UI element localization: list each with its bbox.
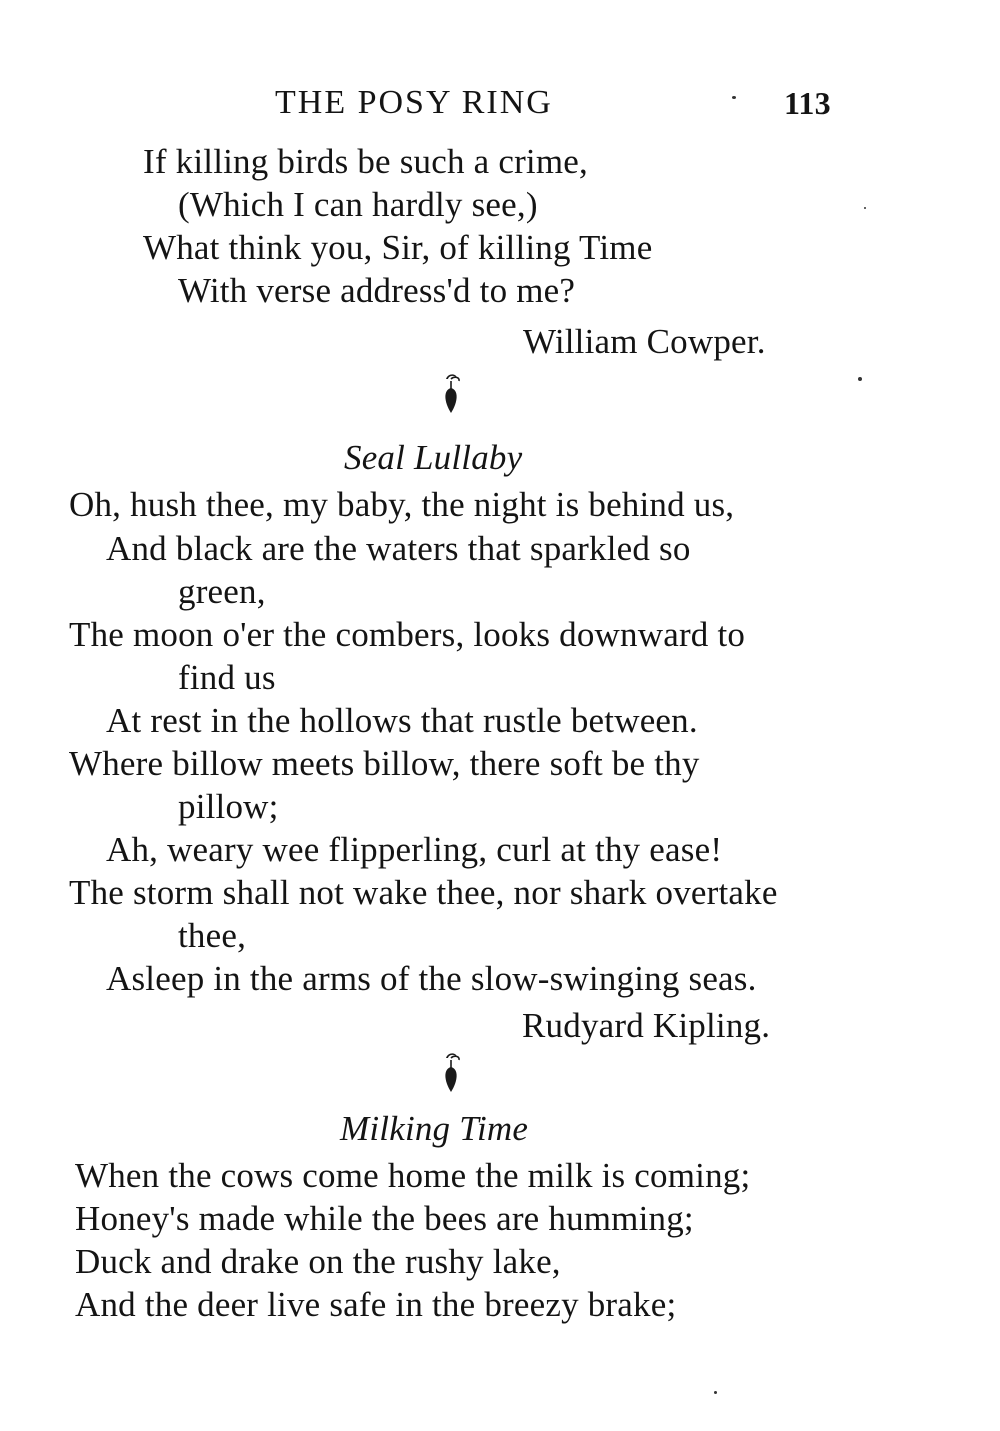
poem-line: Ah, weary wee flipperling, curl at thy ease! — [106, 830, 723, 869]
poem-line: find us — [178, 658, 276, 697]
poem-line: When the cows come home the milk is coming; — [75, 1156, 751, 1195]
poem-line: With verse address'd to me? — [178, 271, 576, 310]
author-attribution: William Cowper. — [523, 322, 766, 361]
poem-line: And black are the waters that sparkled so — [106, 529, 691, 568]
poem-line: At rest in the hollows that rustle between. — [106, 701, 698, 740]
poem-line: Duck and drake on the rushy lake, — [75, 1242, 561, 1281]
poem-line: thee, — [178, 916, 247, 955]
scan-speck — [864, 207, 866, 209]
poem-line: Where billow meets billow, there soft be thy — [69, 744, 700, 783]
poem-line: The moon o'er the combers, looks downward to — [69, 615, 746, 654]
poem-title: Milking Time — [340, 1109, 529, 1148]
poem-line: (Which I can hardly see,) — [178, 185, 538, 224]
poem-line: What think you, Sir, of killing Time — [143, 228, 653, 267]
leaf-ornament-icon — [437, 372, 465, 416]
scan-speck — [714, 1391, 717, 1394]
poem-line: If killing birds be such a crime, — [143, 142, 588, 181]
poem-line: The storm shall not wake thee, nor shark overtake — [69, 873, 778, 912]
poem-line: green, — [178, 572, 266, 611]
scan-speck — [732, 96, 736, 99]
poem-line: Honey's made while the bees are humming; — [75, 1199, 694, 1238]
poem-line: Oh, hush thee, my baby, the night is behind us, — [69, 485, 735, 524]
running-title: THE POSY RING — [275, 84, 553, 121]
poem-line: pillow; — [178, 787, 279, 826]
poem-line: Asleep in the arms of the slow-swinging seas. — [106, 959, 757, 998]
scan-speck — [858, 377, 862, 381]
leaf-ornament-icon — [437, 1051, 465, 1095]
page-number: 113 — [784, 85, 831, 121]
poem-title: Seal Lullaby — [344, 438, 523, 477]
poem-line: And the deer live safe in the breezy brake; — [75, 1285, 677, 1324]
author-attribution: Rudyard Kipling. — [522, 1006, 771, 1045]
